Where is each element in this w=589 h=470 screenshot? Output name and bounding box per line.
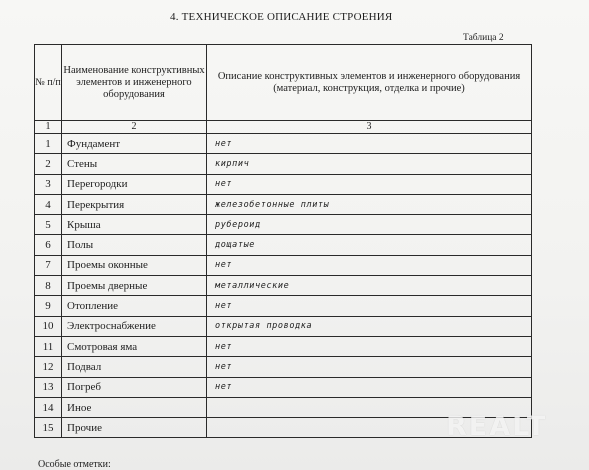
table-row [35,134,532,154]
element-name: Полы [62,235,207,255]
row-number: 1 [35,134,62,154]
table-row [35,255,532,275]
table-header-row [35,45,532,121]
row-number: 13 [35,377,62,397]
table-row [35,194,532,214]
header-description: Описание конструктивных элементов и инженерного оборудования (материал, конструкция, отделка и прочие) [207,45,532,121]
element-description: нет [207,296,532,316]
table-row [35,316,532,336]
row-number: 6 [35,235,62,255]
table-caption: Таблица 2 [463,33,504,43]
technical-description-table [34,44,532,438]
header-number: № п/п [35,45,62,121]
element-name: Прочие [62,418,207,438]
element-description: нет [207,255,532,275]
row-number: 2 [35,154,62,174]
table-row [35,215,532,235]
column-number: 1 [35,121,62,134]
column-number-row [35,121,532,134]
table-row [35,357,532,377]
row-number: 5 [35,215,62,235]
header-element-name: Наименование конструктивных элементов и инженерного оборудования [62,45,207,121]
document-title: 4. ТЕХНИЧЕСКОЕ ОПИСАНИЕ СТРОЕНИЯ [170,11,393,23]
row-number: 9 [35,296,62,316]
element-name: Электроснабжение [62,316,207,336]
element-description: дощатые [207,235,532,255]
element-name: Иное [62,397,207,417]
row-number: 3 [35,174,62,194]
element-description: металлические [207,276,532,296]
element-name: Смотровая яма [62,336,207,356]
element-name: Перекрытия [62,194,207,214]
element-name: Крыша [62,215,207,235]
table-row [35,336,532,356]
table-row [35,174,532,194]
element-description: рубероид [207,215,532,235]
element-name: Проемы дверные [62,276,207,296]
element-description: железобетонные плиты [207,194,532,214]
column-number: 3 [207,121,532,134]
row-number: 14 [35,397,62,417]
element-name: Подвал [62,357,207,377]
row-number: 8 [35,276,62,296]
table-row [35,154,532,174]
row-number: 12 [35,357,62,377]
element-description: нет [207,336,532,356]
element-description: нет [207,134,532,154]
element-name: Отопление [62,296,207,316]
special-notes-label: Особые отметки: [38,459,111,470]
watermark-logo: REALT [446,411,548,442]
row-number: 10 [35,316,62,336]
row-number: 11 [35,336,62,356]
element-description: открытая проводка [207,316,532,336]
element-name: Стены [62,154,207,174]
element-description: нет [207,377,532,397]
element-name: Погреб [62,377,207,397]
column-number: 2 [62,121,207,134]
element-description: нет [207,174,532,194]
table-row [35,377,532,397]
row-number: 7 [35,255,62,275]
element-name: Перегородки [62,174,207,194]
table-row [35,276,532,296]
element-description: кирпич [207,154,532,174]
element-name: Проемы оконные [62,255,207,275]
row-number: 15 [35,418,62,438]
element-name: Фундамент [62,134,207,154]
element-description: нет [207,357,532,377]
table-row [35,296,532,316]
row-number: 4 [35,194,62,214]
table-row [35,235,532,255]
